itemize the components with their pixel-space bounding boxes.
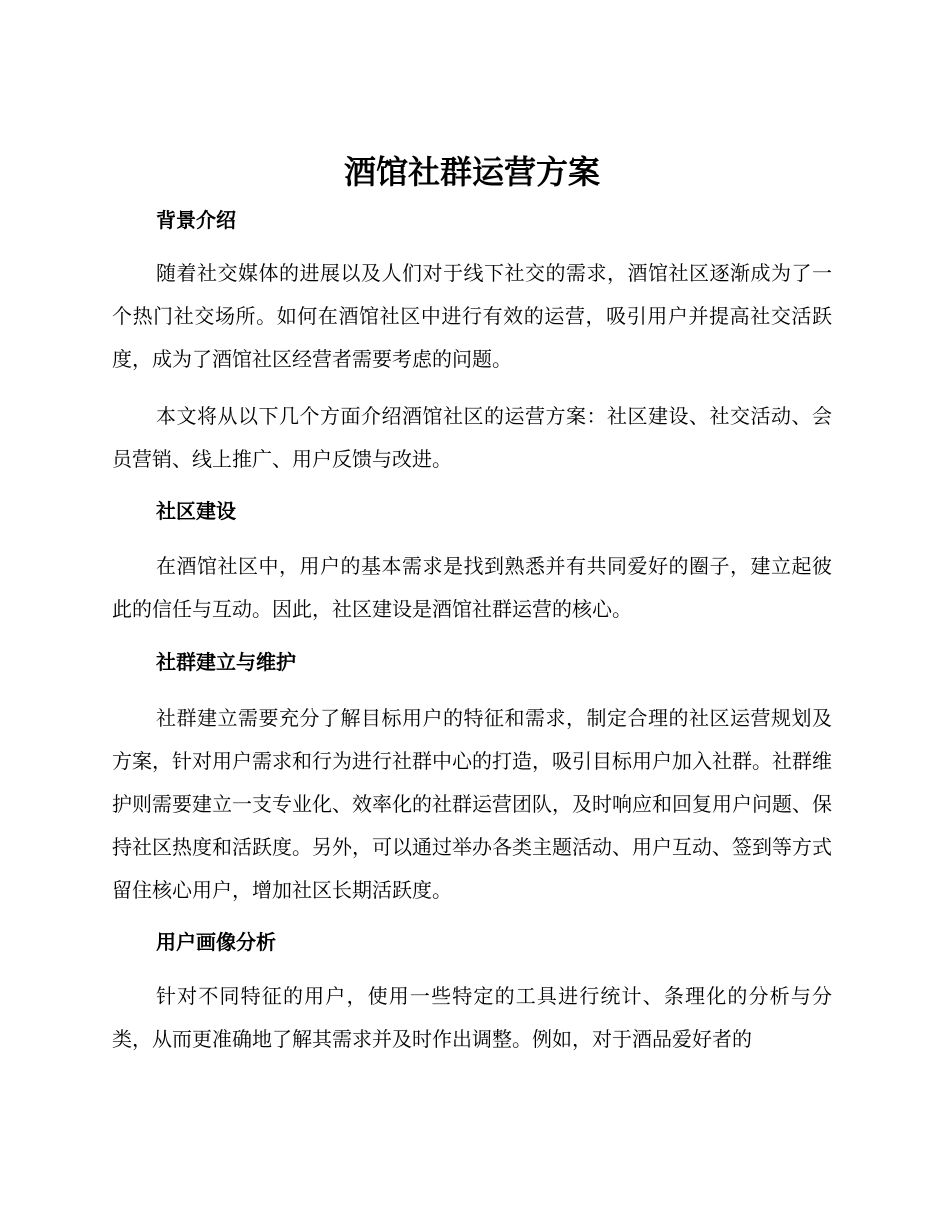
section-heading-user-profile: 用户画像分析	[156, 930, 276, 954]
paragraph-background-2: 本文将从以下几个方面介绍酒馆社区的运营方案：社区建设、社交活动、会员营销、线上推广、用户反馈与改进。	[112, 404, 832, 471]
paragraph-background-1: 随着社交媒体的进展以及人们对于线下社交的需求，酒馆社区逐渐成为了一个热门社交场所。如何在酒馆社区中进行有效的运营，吸引用户并提高社交活跃度，成为了酒馆社区经营者需要考虑的问题。	[112, 261, 832, 371]
paragraph-community-building: 在酒馆社区中，用户的基本需求是找到熟悉并有共同爱好的圈子，建立起彼此的信任与互动。因此，社区建设是酒馆社群运营的核心。	[112, 554, 832, 621]
section-heading-background: 背景介绍	[156, 208, 236, 232]
document-title: 酒馆社群运营方案	[343, 153, 600, 191]
section-heading-group-maintenance: 社群建立与维护	[156, 650, 296, 674]
paragraph-group-maintenance: 社群建立需要充分了解目标用户的特征和需求，制定合理的社区运营规划及方案，针对用户需求和行为进行社群中心的打造，吸引目标用户加入社群。社群维护则需要建立一支专业化、效率化的社群运营团队，及时响应和回复用户问题、保持社区热度和活跃度。另外，可以通过举办各类主题活动、用户互动、签到等方式留住核心用户，增加社区长期活跃度。	[112, 706, 832, 902]
paragraph-user-profile: 针对不同特征的用户，使用一些特定的工具进行统计、条理化的分析与分类，从而更准确地了解其需求并及时作出调整。例如，对于酒品爱好者的	[112, 984, 832, 1051]
section-heading-community-building: 社区建设	[156, 499, 236, 523]
